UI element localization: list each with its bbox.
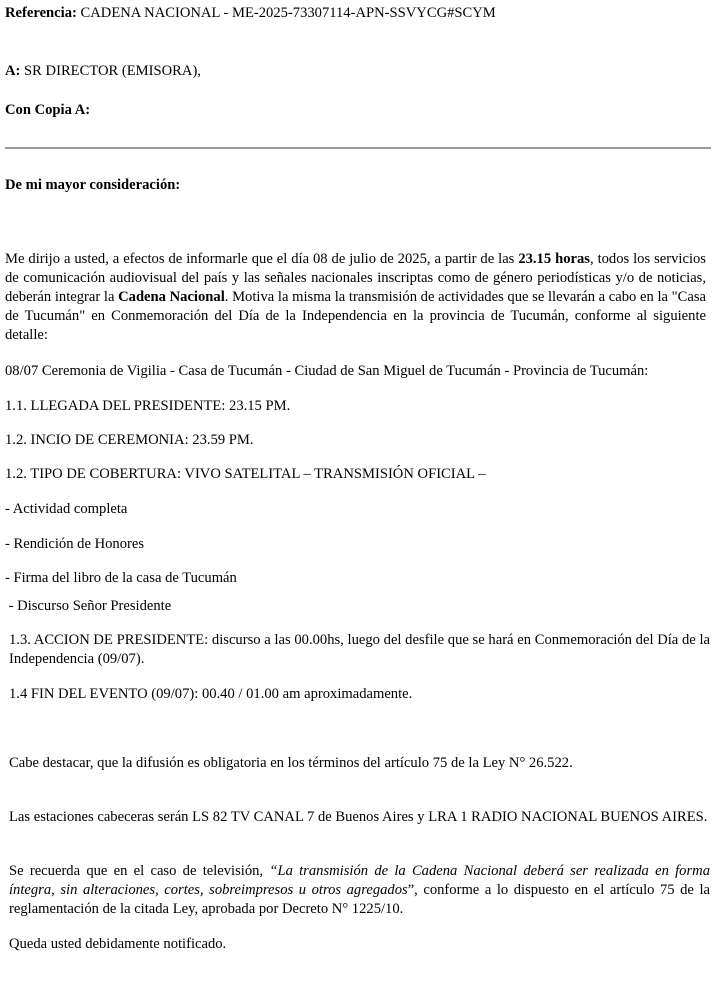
reminder-quote: “La transmisión de la Cadena Nacional deberá ser realizada en forma íntegra, sin alteraciones, cortes, sobreimpresos u otros agregados xyxy=(9,863,710,898)
addressee-value: SR DIRECTOR (EMISORA), xyxy=(20,63,201,79)
intro-paragraph xyxy=(5,250,706,345)
addressee-label: A: xyxy=(5,63,21,79)
obligatory-notice: Cabe destacar, que la difusión es obligatoria en los términos del artículo 75 de la Ley N° 26.522. xyxy=(9,755,573,771)
cc-label: Con Copia A: xyxy=(5,102,91,118)
event-line: 08/07 Ceremonia de Vigilia - Casa de Tucumán - Ciudad de San Miguel de Tucumán - Provincia de Tucumán: xyxy=(5,363,649,379)
reference-line xyxy=(5,4,496,23)
reminder-text-1: Se recuerda que en el caso de televisión, xyxy=(9,863,270,879)
reference-value: CADENA NACIONAL - ME-2025-73307114-APN-SSVYCG#SCYM xyxy=(76,5,496,21)
bullet-item: - Actividad completa xyxy=(5,501,128,517)
reminder-paragraph xyxy=(9,862,710,919)
reference-label: Referencia: xyxy=(5,5,77,21)
item-1-1: 1.1. LLEGADA DEL PRESIDENTE: 23.15 PM. xyxy=(5,398,291,414)
bullet-item: - Firma del libro de la casa de Tucumán xyxy=(5,570,237,586)
addressee-line xyxy=(5,62,201,81)
bullet-item: - Discurso Señor Presidente xyxy=(5,598,172,614)
greeting xyxy=(5,176,180,195)
reminder-text-2: ”, conforme a lo dispuesto en el artículo 75 de la reglamentación de la citada Ley, aprobada por Decreto N° 1225/10. xyxy=(9,882,710,917)
greeting-text: De mi mayor consideración: xyxy=(5,177,181,193)
closing-line: Queda usted debidamente notificado. xyxy=(9,936,227,952)
item-1-3: 1.3. ACCION DE PRESIDENTE: discurso a las 00.00hs, luego del desfile que se hará en Conmemoración del Día de la Independencia (09/07). xyxy=(9,632,710,667)
intro-text-2: , todos los servicios de comunicación audiovisual del país y las señales nacionales inscriptas como de género periodísticas y/o de noticias, deberán integrar la xyxy=(5,251,706,305)
cc-line xyxy=(5,101,90,120)
item-1-2-coverage: 1.2. TIPO DE COBERTURA: VIVO SATELITAL – TRANSMISIÓN OFICIAL – xyxy=(5,466,486,482)
bullet-item: - Rendición de Honores xyxy=(5,536,145,552)
header-divider xyxy=(5,147,711,149)
intro-hour: 23.15 horas xyxy=(518,251,590,267)
item-1-2: 1.2. INCIO DE CEREMONIA: 23.59 PM. xyxy=(5,432,254,448)
intro-text-1: Me dirijo a usted, a efectos de informarle que el día 08 de julio de 2025, a partir de las xyxy=(5,251,519,267)
intro-cadena: Cadena Nacional xyxy=(118,289,225,305)
item-1-4: 1.4 FIN DEL EVENTO (09/07): 00.40 / 01.00 am aproximadamente. xyxy=(9,686,413,702)
stations-paragraph: Las estaciones cabeceras serán LS 82 TV CANAL 7 de Buenos Aires y LRA 1 RADIO NACIONAL BUENOS AIRES. xyxy=(9,809,708,825)
intro-text-3: . Motiva la misma la transmisión de actividades que se llevarán a cabo en la "Casa de Tucumán" en Conmemoración del Día de la Independencia en la provincia de Tucumán, conforme al siguiente detalle: xyxy=(5,289,706,343)
